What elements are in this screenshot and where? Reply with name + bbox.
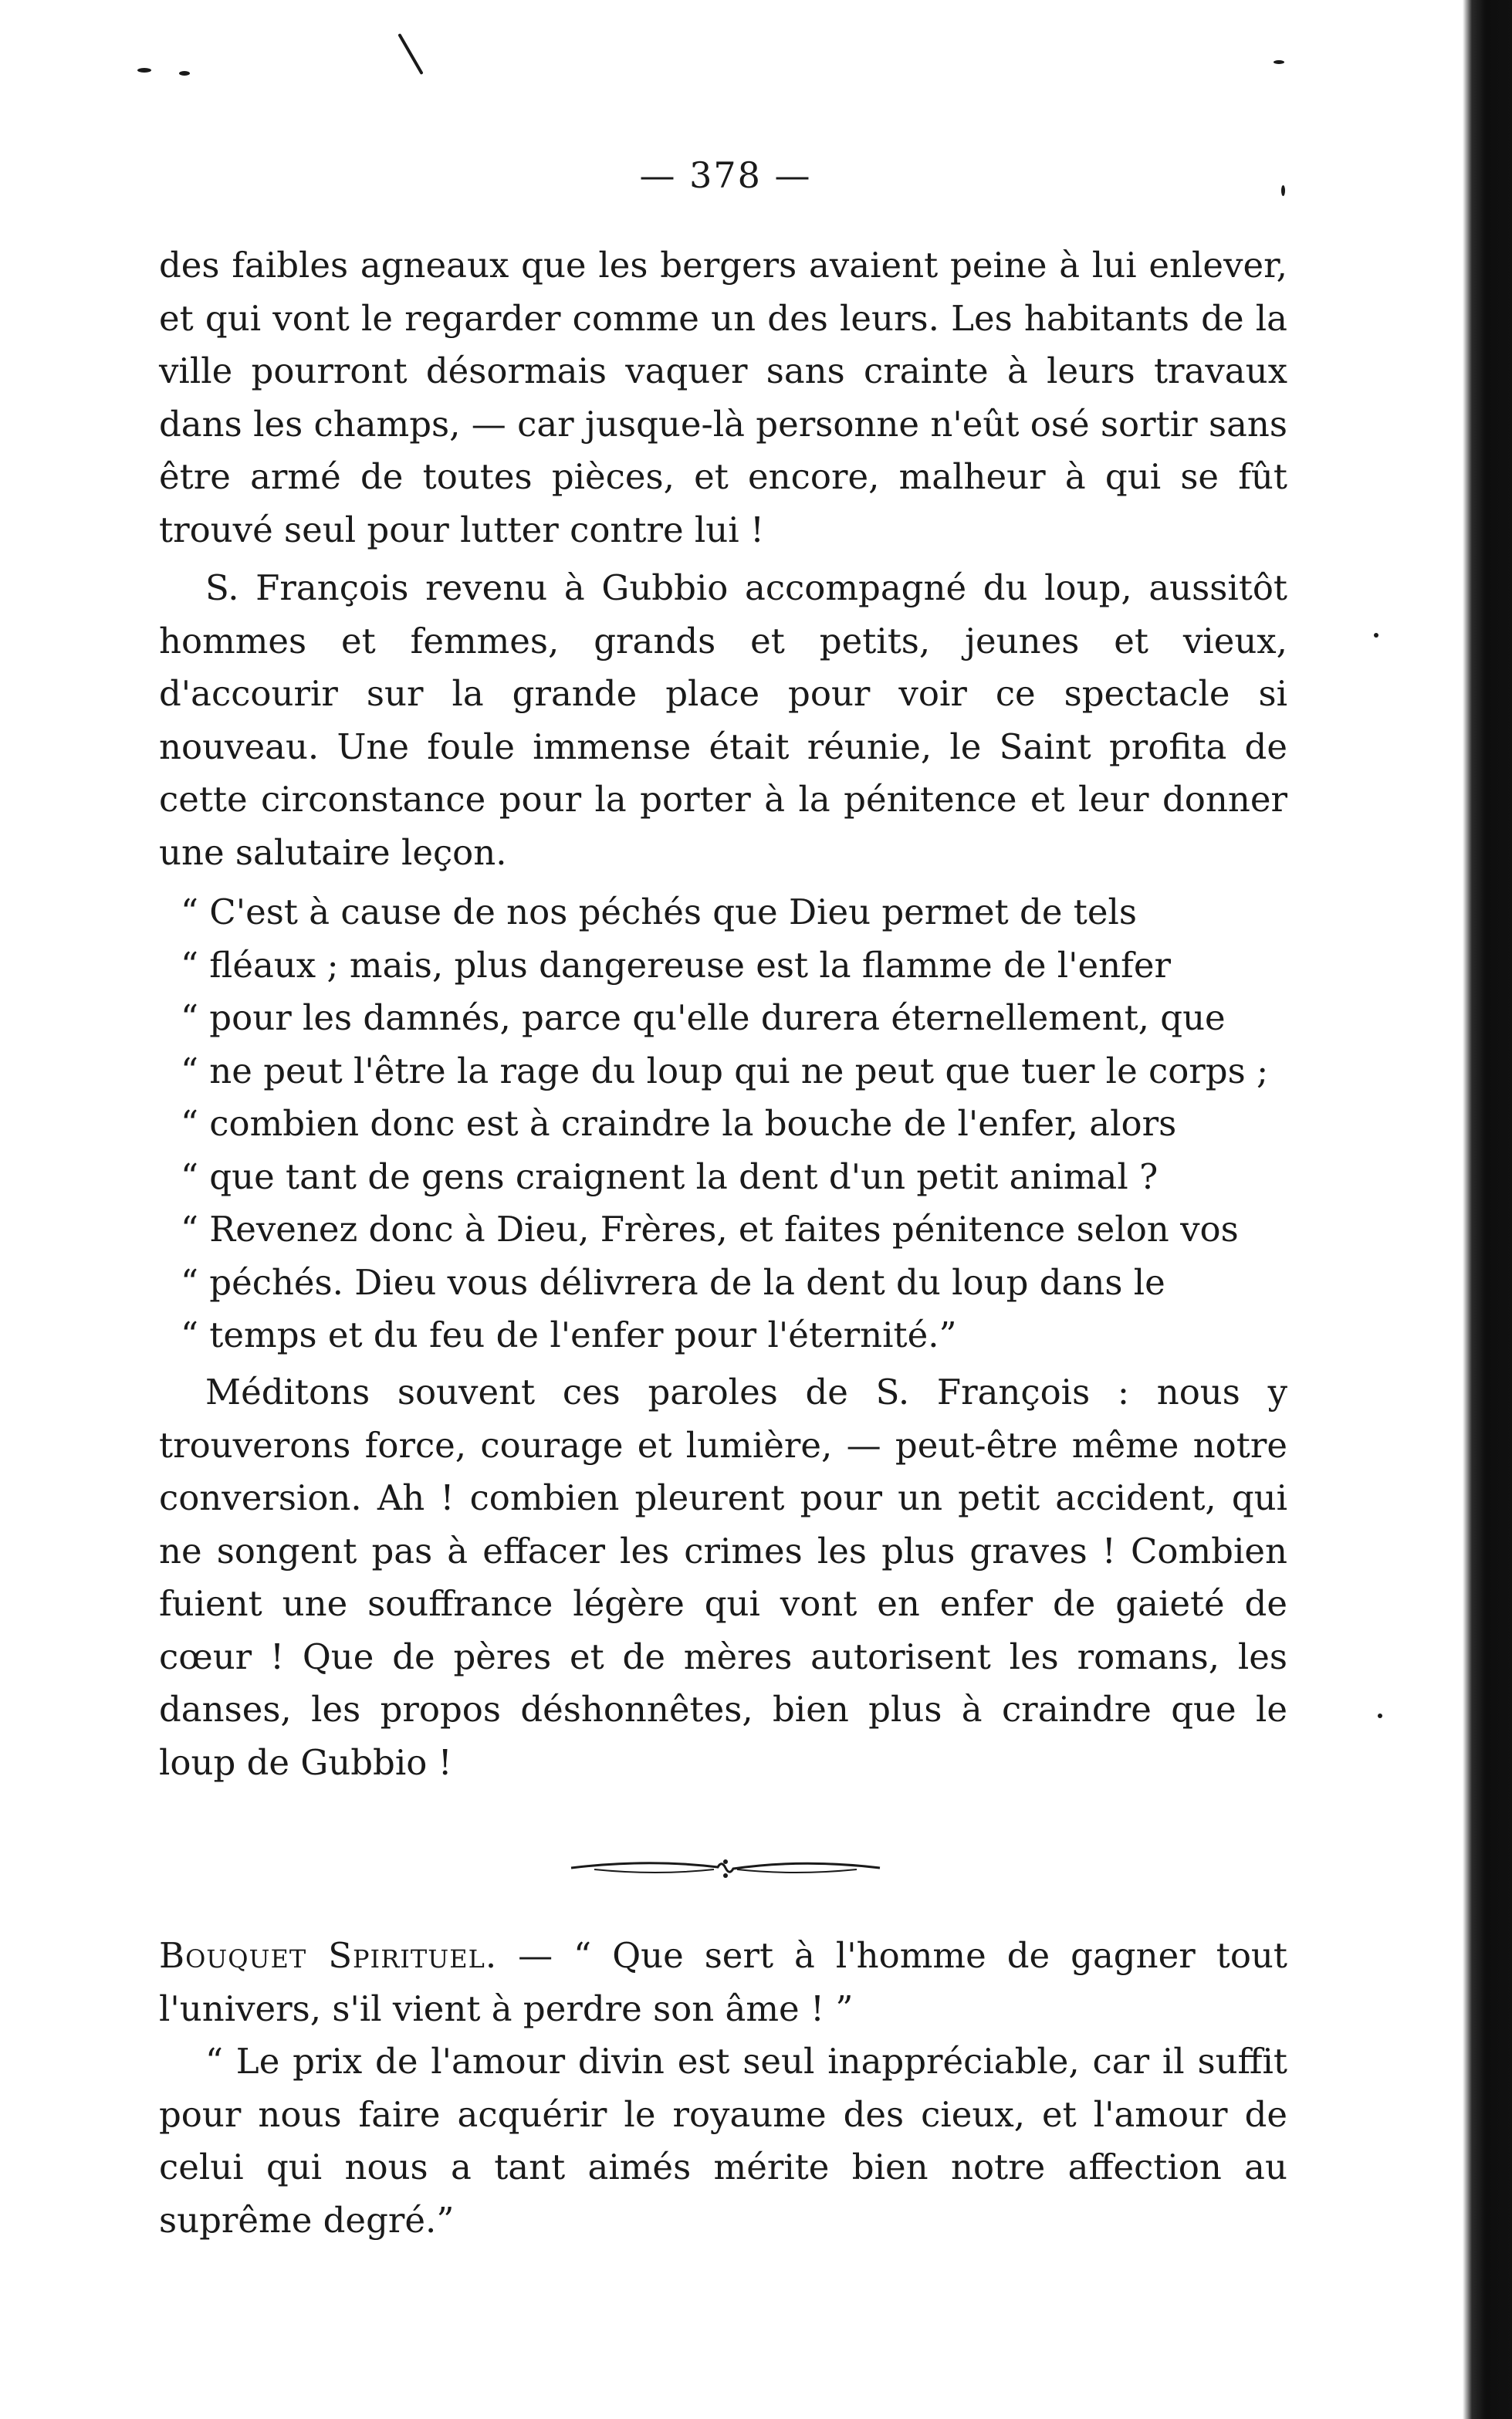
quote-line: “ que tant de gens craignent la dent d'un petit animal ? — [181, 1155, 1159, 1197]
scan-speck — [397, 33, 423, 75]
bouquet-text: — “ Que sert à l'homme de gagner tout l'univers, s'il vient à perdre son âme ! ” — [159, 1935, 1287, 2029]
main-text — [159, 1366, 1287, 1789]
main-text — [159, 562, 1287, 879]
divider-ornament-icon — [563, 1852, 888, 1883]
scan-speck — [179, 71, 190, 76]
quotation-block — [159, 886, 1287, 1362]
ornamental-divider — [0, 1852, 1451, 1890]
bouquet-paragraph-2: “ Le prix de l'amour divin est seul inappréciable, car il suffit pour nous faire acquérir le royaume des cieux, et l'amour de celui qui nous a tant aimés mérite bien notre affection au suprême degré.” — [159, 2041, 1287, 2241]
paragraph-meditation: Méditons souvent ces paroles de S. François : nous y trouverons force, courage et lumière, — peut-être même notre conversion. Ah ! combien pleurent pour un petit accident, qui ne songent pas à effacer les crimes les plus graves ! Combien fuient une souffrance légère qui vont en enfer de gaieté de cœur ! Que de pères et de mères autorisent les romans, les danses, les propos déshonnêtes, bien plus à craindre que le loup de Gubbio ! — [159, 1372, 1287, 1783]
scan-speck — [1274, 60, 1284, 64]
bouquet-paragraph — [159, 1930, 1287, 2035]
scan-speck — [137, 68, 151, 73]
bouquet-block — [159, 1930, 1287, 2247]
bouquet-label: Bouquet Spirituel. — [159, 1935, 498, 1976]
scan-edge-shadow — [1463, 0, 1512, 2419]
quote-line: “ Revenez donc à Dieu, Frères, et faites pénitence selon vos — [181, 1209, 1239, 1250]
quote-line: “ pour les damnés, parce qu'elle durera éternellement, que — [181, 997, 1226, 1038]
quote-line: “ temps et du feu de l'enfer pour l'éternité.” — [181, 1314, 957, 1355]
scan-speck — [1378, 1714, 1382, 1718]
paragraph-francois-return: S. François revenu à Gubbio accompagné du loup, aussitôt hommes et femmes, grands et petits, jeunes et vieux, d'accourir sur la grande place pour voir ce spectacle si nouveau. Une foule immense était réunie, le Saint profita de cette circonstance pour la porter à la pénitence et leur donner une salutaire leçon. — [159, 567, 1287, 873]
scan-speck — [1374, 633, 1378, 638]
quote-line: “ fléaux ; mais, plus dangereuse est la flamme de l'enfer — [181, 944, 1171, 986]
quote-line: “ combien donc est à craindre la bouche de l'enfer, alors — [181, 1103, 1177, 1144]
page-number: — 378 — — [639, 154, 812, 196]
main-text — [159, 239, 1287, 557]
quote-line: “ ne peut l'être la rage du loup qui ne peut que tuer le corps ; — [181, 1050, 1269, 1091]
quote-line: “ C'est à cause de nos péchés que Dieu permet de tels — [181, 891, 1137, 932]
quote-line: “ péchés. Dieu vous délivrera de la dent du loup dans le — [181, 1261, 1165, 1303]
paragraph-continuation: des faibles agneaux que les bergers avaient peine à lui enlever, et qui vont le regarder comme un des leurs. Les habitants de la ville pourront désormais vaquer sans crainte à leurs travaux dans les champs, — car jusque-là personne n'eût osé sortir sans être armé de toutes pièces, et encore, malheur à qui se fût trouvé seul pour lutter contre lui ! — [159, 245, 1287, 550]
